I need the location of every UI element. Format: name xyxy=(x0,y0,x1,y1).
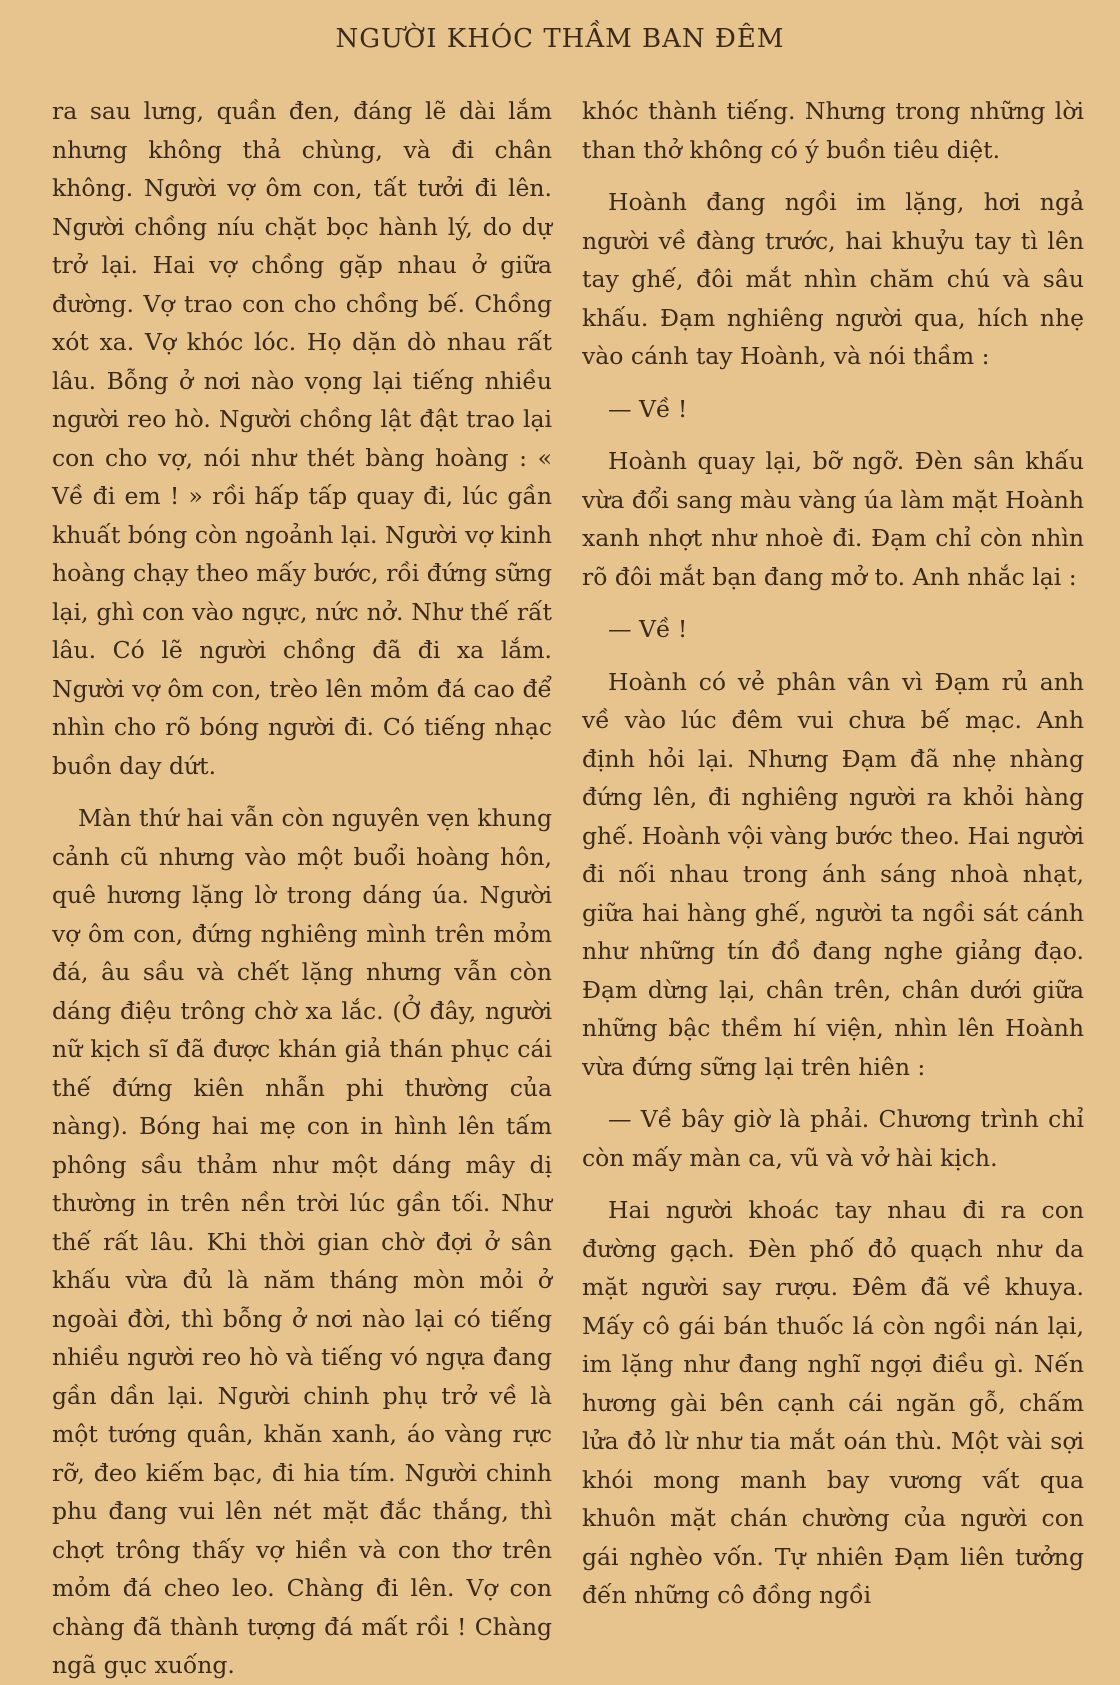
paragraph: Hai người khoác tay nhau đi ra con đường gạch. Đèn phố đỏ quạch như da mặt người say rượu. Đêm đã về khuya. Mấy cô gái bán thuốc lá còn ngồi nán lại, im lặng như đang nghĩ ngợi điều gì. Nến hương gài bên cạnh cái ngăn gỗ, chấm lửa đỏ lừ như tia mắt oán thù. Một vài sợi khói mong manh bay vương vất qua khuôn mặt chán chường của người con gái nghèo vốn. Tự nhiên Đạm liên tưởng đến những cô đồng ngồi xyxy=(582,1196,1084,1609)
right-column xyxy=(582,92,1084,1615)
dialogue-line: — Về ! xyxy=(608,394,688,423)
dialogue-line: — Về ! xyxy=(608,615,688,643)
paragraph: Màn thứ hai vẫn còn nguyên vẹn khung cảnh cũ nhưng vào một buổi hoàng hôn, quê hương lặng lờ trong dáng úa. Người vợ ôm con, đứng nghiêng mình trên mỏm đá, âu sầu và chết lặng nhưng vẫn còn dáng điệu trông chờ xa lắc. (Ở đây, người nữ kịch sĩ đã được khán giả thán phục cái thế đứng kiên nhẫn phi thường của nàng). Bóng hai mẹ con in hình lên tấm phông sầu thảm như một dáng mây dị thường in trên nền trời lúc gần tối. Như thế rất lâu. Khi thời gian chờ đợi ở sân khấu vừa đủ là năm tháng mòn mỏi ở ngoài đời, thì bỗng ở nơi nào lại có tiếng nhiều người reo hò và tiếng vó ngựa đang gần dần lại. Người chinh phụ trở về là một tướng quân, khăn xanh, áo vàng rực rỡ, đeo kiếm bạc, đi hia tím. Người chinh phu đang vui lên nét mặt đắc thắng, thì chợt trông thấy vợ hiền và con thơ trên mỏm đá cheo leo. Chàng đi lên. Vợ con chàng đã thành tượng đá mất rồi ! Chàng ngã gục xuống. xyxy=(52,804,552,1679)
paragraph: ra sau lưng, quần đen, đáng lẽ dài lắm nhưng không thả chùng, và đi chân không. Người vợ ôm con, tất tưởi đi lên. Người chồng níu chặt bọc hành lý, do dự trở lại. Hai vợ chồng gặp nhau ở giữa đường. Vợ trao con cho chồng bế. Chồng xót xa. Vợ khóc lóc. Họ dặn dò nhau rất lâu. Bỗng ở nơi nào vọng lại tiếng nhiều người reo hò. Người chồng lật đật trao lại con cho vợ, nói như thét bàng hoàng : « Về đi em ! » rồi hấp tấp quay đi, lúc gần khuất bóng còn ngoảnh lại. Người vợ kinh hoàng chạy theo mấy bước, rồi đứng sững lại, ghì con vào ngực, nức nở. Như thế rất lâu. Có lẽ người chồng đã đi xa lắm. Người vợ ôm con, trèo lên mỏm đá cao để nhìn cho rõ bóng người đi. Có tiếng nhạc buồn day dứt. xyxy=(52,97,552,780)
paragraph: khóc thành tiếng. Nhưng trong những lời than thở không có ý buồn tiêu diệt. xyxy=(582,97,1084,164)
left-column xyxy=(52,92,552,1685)
paragraph: Hoành đang ngồi im lặng, hơi ngả người về đàng trước, hai khuỷu tay tì lên tay ghế, đôi mắt nhìn chăm chú và sâu khấu. Đạm nghiêng người qua, hích nhẹ vào cánh tay Hoành, và nói thầm : xyxy=(582,188,1084,370)
paragraph: Hoành quay lại, bỡ ngỡ. Đèn sân khấu vừa đổi sang màu vàng úa làm mặt Hoành xanh nhợt như nhoè đi. Đạm chỉ còn nhìn rõ đôi mắt bạn đang mở to. Anh nhắc lại : xyxy=(582,447,1084,591)
paragraph: Hoành có vẻ phân vân vì Đạm rủ anh về vào lúc đêm vui chưa bế mạc. Anh định hỏi lại. Nhưng Đạm đã nhẹ nhàng đứng lên, đi nghiêng người ra khỏi hàng ghế. Hoành vội vàng bước theo. Hai người đi nối nhau trong ánh sáng nhoà nhạt, giữa hai hàng ghế, người ta ngồi sát cánh như những tín đồ đang nghe giảng đạo. Đạm dừng lại, chân trên, chân dưới giữa những bậc thềm hí viện, nhìn lên Hoành vừa đứng sững lại trên hiên : xyxy=(582,667,1084,1081)
page-header: NGƯỜI KHÓC THẦM BAN ĐÊM xyxy=(335,24,785,54)
dialogue-line: — Về bây giờ là phải. Chương trình chỉ còn mấy màn ca, vũ và vở hài kịch. xyxy=(582,1105,1084,1172)
